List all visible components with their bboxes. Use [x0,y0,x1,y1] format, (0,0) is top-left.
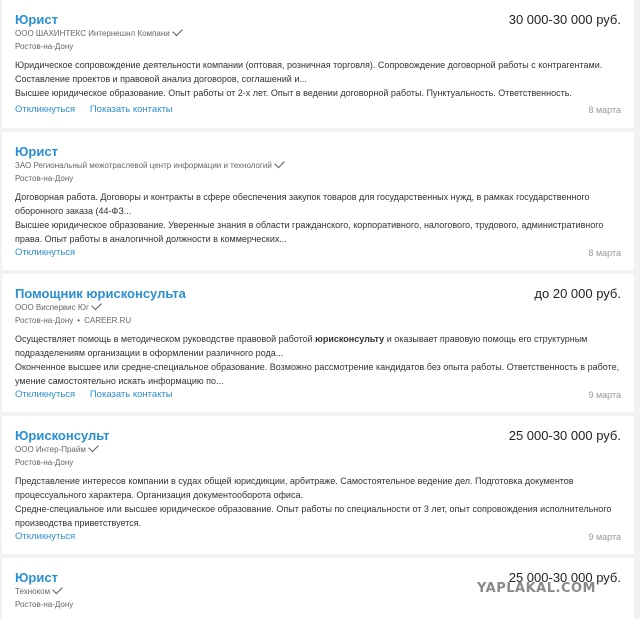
vacancy-city [15,316,131,325]
respond-link[interactable]: Откликнуться [15,389,76,400]
source-label: CAREER.RU [84,316,132,325]
site-watermark: YAPLAKAL.COM [477,581,596,596]
vacancy-date: 8 марта [588,105,621,115]
duties-text-end: и оказывает правовую помощь его структурным подразделениям организации в оформлении различного рода... [15,334,588,358]
verified-check-icon [88,442,99,453]
vacancy-card [2,416,634,554]
company-label[interactable]: ЗАО Региональный межотраслевой центр информации и технологий [15,161,272,170]
company-label[interactable]: ООО ШАХИНТЕКС Интернешнл Компани [15,29,170,38]
vacancy-actions [15,247,87,258]
vacancy-city: Ростов-на-Дону [15,600,74,609]
city-label: Ростов-на-Дону [15,316,74,325]
vacancy-salary: 30 000-30 000 руб. [508,12,621,27]
company-name [15,161,284,170]
company-label[interactable]: ООО Виспервис Юг [15,303,89,312]
vacancy-date: 9 марта [588,532,621,542]
vacancy-title-link[interactable]: Юрист [15,570,58,585]
vacancy-description [15,332,623,388]
company-name [15,303,101,312]
vacancy-city: Ростов-на-Дону [15,458,74,467]
vacancy-requirements: Высшее юридическое образование. Опыт работы от 2-х лет. Опыт в ведении договорной работы. Пунктуальность. Ответственность. [15,88,572,98]
respond-link[interactable]: Откликнуться [15,531,76,542]
vacancy-duties: Представление интересов компании в судах общей юрисдикции, арбитраже. Самостоятельное ведение дел. Подготовка документов процессуального характера. Организация документооборота офиса. [15,476,574,500]
respond-link[interactable]: Откликнуться [15,104,76,115]
vacancy-title-link[interactable]: Юрист [15,144,58,159]
vacancy-city: Ростов-на-Дону [15,174,74,183]
vacancy-city: Ростов-на-Дону [15,42,74,51]
company-label[interactable]: ООО Интер-Прайм [15,445,86,454]
vacancy-title-link[interactable]: Помощник юрисконсульта [15,286,186,301]
vacancy-actions [15,531,87,542]
vacancy-salary: 25 000-30 000 руб. [508,428,621,443]
vacancy-title-link[interactable]: Юрист [15,12,58,27]
duties-text-start: Осуществляет помощь в методическом руководстве правовой работой [15,334,316,344]
separator-dot-icon: • [77,316,81,325]
vacancy-requirements: Средне-специальное или высшее юридическое образование. Опыт работы по специальности от 3 лет, опыт сопровождения исполнительного производства приветствуется. [15,504,612,528]
company-name [15,587,62,596]
vacancy-description [15,474,623,530]
verified-check-icon [172,26,183,37]
vacancy-description [15,190,623,246]
vacancy-title-link[interactable]: Юрисконсульт [15,428,110,443]
vacancy-salary: 25 000-30 000 руб. [508,570,621,585]
vacancy-duties: Юридическое сопровождение деятельности компании (оптовая, розничная торговля). Сопровождение договорной работы с контрагентами. Составление проектов и правовой анализ договоров, соглашений и... [15,60,603,84]
company-name [15,29,182,38]
vacancy-duties [15,332,623,360]
show-contacts-link[interactable]: Показать контакты [89,389,173,400]
vacancy-requirements: Оконченное высшее или средне-специальное образование. Возможно рассмотрение кандидатов без опыта работы. Ответственность в работе, умение самостоятельно искать информацию по... [15,362,620,386]
respond-link[interactable]: Откликнуться [15,247,76,258]
vacancy-requirements: Высшее юридическое образование. Уверенные знания в области гражданского, корпоративного, налогового, трудового, административного права. Опыт работы в аналогичной должности в коммерческих... [15,220,604,244]
duties-highlight: юрисконсульту [315,334,385,344]
show-contacts-link[interactable]: Показать контакты [89,104,173,115]
vacancy-card [2,0,634,128]
vacancy-date: 9 марта [588,390,621,400]
verified-check-icon [274,158,285,169]
vacancy-duties: Договорная работа. Договоры и контракты в сфере обеспечения закупок товаров для государственных нужд, в рамках государственного оборонного заказа (44-ФЗ... [15,192,590,216]
vacancy-card [2,274,634,412]
vacancy-date: 8 марта [588,248,621,258]
vacancy-actions [15,104,185,115]
vacancy-salary: до 20 000 руб. [534,286,621,301]
vacancy-card [2,132,634,270]
verified-check-icon [52,584,63,595]
verified-check-icon [91,300,102,311]
company-label[interactable]: Техноком [15,587,51,596]
vacancy-description [15,58,623,100]
company-name [15,445,98,454]
vacancy-actions [15,389,185,400]
